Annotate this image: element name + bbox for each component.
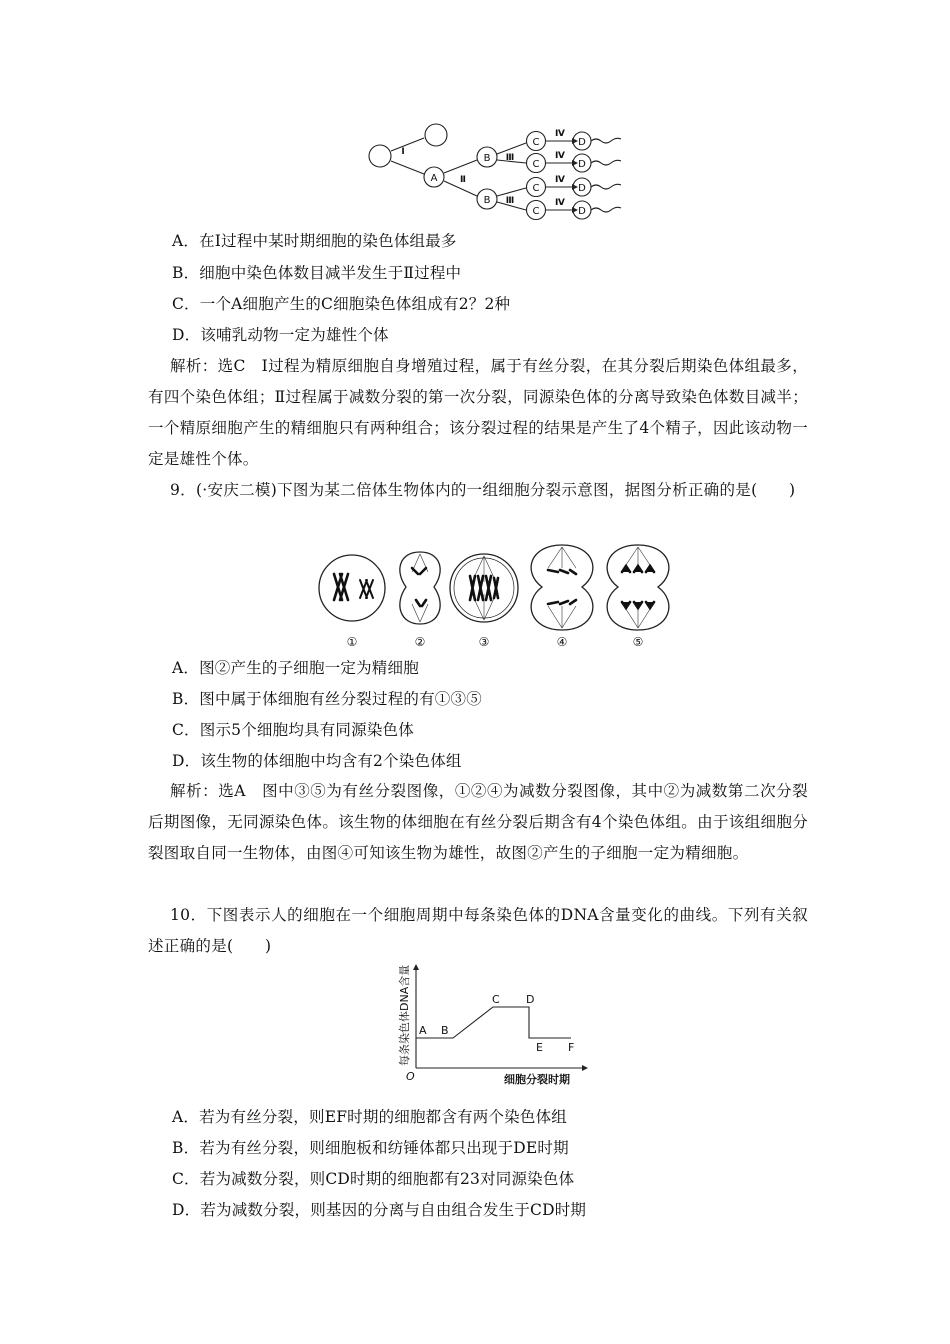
q9-option-d: D．该生物的体细胞中均含有2个染色体组 <box>172 752 462 770</box>
q9-option-b: B．图中属于体细胞有丝分裂过程的有①③⑤ <box>172 690 482 708</box>
y-axis-label: 每条染色体DNA含量 <box>398 964 411 1066</box>
q10-option-d: D．若为减数分裂，则基因的分离与自由组合发生于CD时期 <box>172 1201 587 1219</box>
cell-label-2: ② <box>414 635 426 649</box>
q10-option-c: C．若为减数分裂，则CD时期的细胞都有23对同源染色体 <box>172 1170 575 1188</box>
q8-option-a: A．在Ⅰ过程中某时期细胞的染色体组最多 <box>172 232 457 250</box>
x-axis-label: 细胞分裂时期 <box>504 1073 570 1086</box>
cell-label-1: ① <box>346 635 358 649</box>
stage-4-label: Ⅳ <box>555 198 565 208</box>
q8-option-d: D．该哺乳动物一定为雄性个体 <box>172 326 389 344</box>
label-d: D <box>578 137 586 148</box>
point-e: E <box>536 1041 543 1054</box>
q10-stem: 10．下图表示人的细胞在一个细胞周期中每条染色体的DNA含量变化的曲线。下列有关叙述正确的是( ) <box>148 906 808 955</box>
origin-cell <box>369 145 391 167</box>
cell-label-5: ⑤ <box>632 635 644 649</box>
origin-label: O <box>406 1070 415 1083</box>
spermatogenesis-diagram <box>360 118 630 228</box>
stage-4-label: Ⅳ <box>555 151 565 161</box>
q10-option-b: B．若为有丝分裂，则细胞板和纺锤体都只出现于DE时期 <box>172 1139 569 1157</box>
q9-option-c: C．图示5个细胞均具有同源染色体 <box>172 721 414 739</box>
stage-4-label: Ⅳ <box>555 175 565 185</box>
label-d: D <box>578 183 586 194</box>
dna-content-graph <box>386 962 596 1086</box>
point-c: C <box>492 993 500 1006</box>
q9-analysis: 解析：选A 图中③⑤为有丝分裂图像，①②④为减数分裂图像，其中②为减数第二次分裂后期图像，无同源染色体。该生物的体细胞在有丝分裂后期含有4个染色体组。由于该组细胞分裂图取自同一生物体，由图④可知该生物为雄性，故图②产生的子细胞一定为精细胞。 <box>148 782 808 862</box>
point-d: D <box>526 993 535 1006</box>
stage-4-label: Ⅳ <box>555 129 565 139</box>
q8-option-b: B．细胞中染色体数目减半发生于Ⅱ过程中 <box>172 264 462 282</box>
q8-option-c: C．一个A细胞产生的C细胞染色体组成有2？2种 <box>172 295 511 313</box>
q8-analysis: 解析：选C Ⅰ过程为精原细胞自身增殖过程，属于有丝分裂，在其分裂后期染色体组最多，有四个染色体组；Ⅱ过程属于减数分裂的第一次分裂，同源染色体的分离导致染色体数目减半；一个精原细胞产生的精细胞只有两种组合；该分裂过程的结果是产生了4个精子，因此该动物一定是雄性个体。 <box>148 357 808 468</box>
stage-3-label: Ⅲ <box>505 196 515 206</box>
label-d: D <box>578 206 586 217</box>
cell-2 <box>400 552 440 624</box>
label-b-lower: B <box>483 195 491 206</box>
q9-stem: 9．(·安庆二模)下图为某二倍体生物体内的一组细胞分裂示意图，据图分析正确的是( ) <box>170 481 796 499</box>
label-c: C <box>532 206 540 217</box>
label-c: C <box>532 137 540 148</box>
cell-label-3: ③ <box>478 635 490 649</box>
dna-curve <box>416 1007 571 1038</box>
cell-division-figure <box>312 542 682 652</box>
label-c: C <box>532 159 540 170</box>
label-d: D <box>578 159 586 170</box>
q9-option-a: A．图②产生的子细胞一定为精细胞 <box>172 659 419 677</box>
point-a: A <box>419 1024 427 1037</box>
q10-option-a: A．若为有丝分裂，则EF时期的细胞都含有两个染色体组 <box>172 1108 567 1126</box>
stage-1-label: Ⅰ <box>401 147 405 157</box>
cell-1 <box>319 555 385 621</box>
label-c: C <box>532 183 540 194</box>
cell-label-4: ④ <box>556 635 568 649</box>
stage-3-label: Ⅲ <box>505 153 515 163</box>
label-b-upper: B <box>483 153 491 164</box>
point-f: F <box>568 1041 575 1054</box>
label-a: A <box>430 173 438 184</box>
point-b: B <box>441 1024 449 1037</box>
daughter-cell <box>425 124 447 146</box>
stage-2-label: Ⅱ <box>460 175 466 185</box>
